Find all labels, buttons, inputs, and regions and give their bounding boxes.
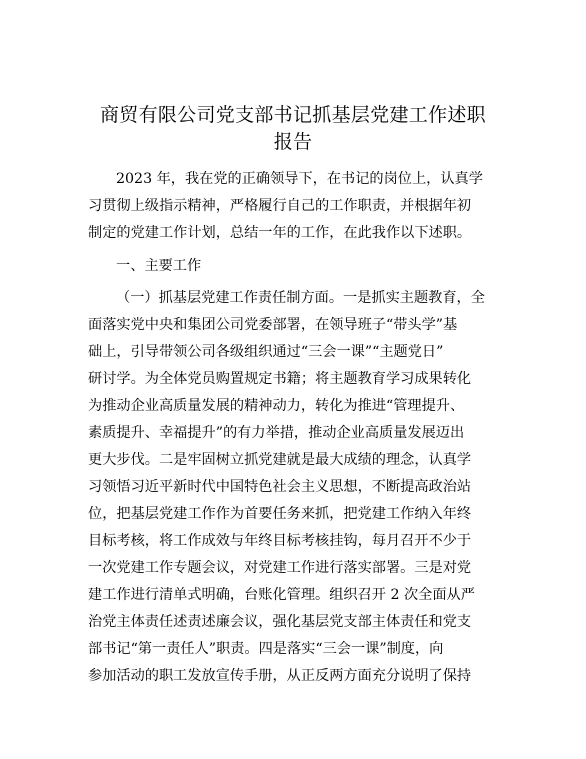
body-line: 为推动企业高质量发展的精神动力，转化为推进“管理提升、: [88, 398, 465, 414]
body-line: 素质提升、幸福提升”的有力举措，推动企业高质量发展迈出: [88, 425, 465, 441]
title-line-2: 报告: [273, 131, 313, 153]
body-line: 础上，引导带领公司各级组织通过“三会一课”“主题党日”: [88, 344, 444, 360]
intro-line: 习贯彻上级指示精神，严格履行自己的工作职责，并根据年初: [88, 198, 472, 214]
body-line: 面落实党中央和集团公司党委部署，在领导班子“带头学”基: [88, 317, 458, 333]
intro-line: 2023 年，我在党的正确领导下，在书记的岗位上，认真学: [116, 171, 483, 187]
body-line: 位，把基层党建工作作为首要任务来抓，把党建工作纳入年终: [88, 506, 472, 522]
body-line: 目标考核，将工作成效与年终目标考核挂钩，每月召开不少于: [88, 533, 472, 549]
body-line: 习领悟习近平新时代中国特色社会主义思想，不断提高政治站: [88, 479, 472, 495]
body-line: 参加活动的职工发放宣传手册，从正反两方面充分说明了保持: [88, 668, 472, 684]
title-line-1: 商贸有限公司党支部书记抓基层党建工作述职: [99, 104, 486, 126]
intro-line: 制定的党建工作计划，总结一年的工作，在此我作以下述职。: [88, 225, 472, 241]
body-line: 一次党建工作专题会议，对党建工作进行落实部署。三是对党: [88, 560, 472, 576]
body-line: 治党主体责任述责述廉会议，强化基层党支部主体责任和党支: [88, 614, 472, 630]
document-title: [0, 102, 586, 156]
body-line: 更大步伐。二是牢固树立抓党建就是最大成绩的理念，认真学: [88, 452, 472, 468]
body-line: 建工作进行清单式明确，台账化管理。组织召开 2 次全面从严: [88, 587, 475, 603]
body-line: 研讨学。为全体党员购置规定书籍；将主题教育学习成果转化: [88, 371, 472, 387]
section-heading: 一、主要工作: [116, 258, 202, 274]
body-line: （一）抓基层党建工作责任制方面。一是抓实主题教育，全: [116, 290, 485, 306]
body-line: 部书记“第一责任人”职责。四是落实“三会一课”制度，向: [88, 641, 444, 657]
